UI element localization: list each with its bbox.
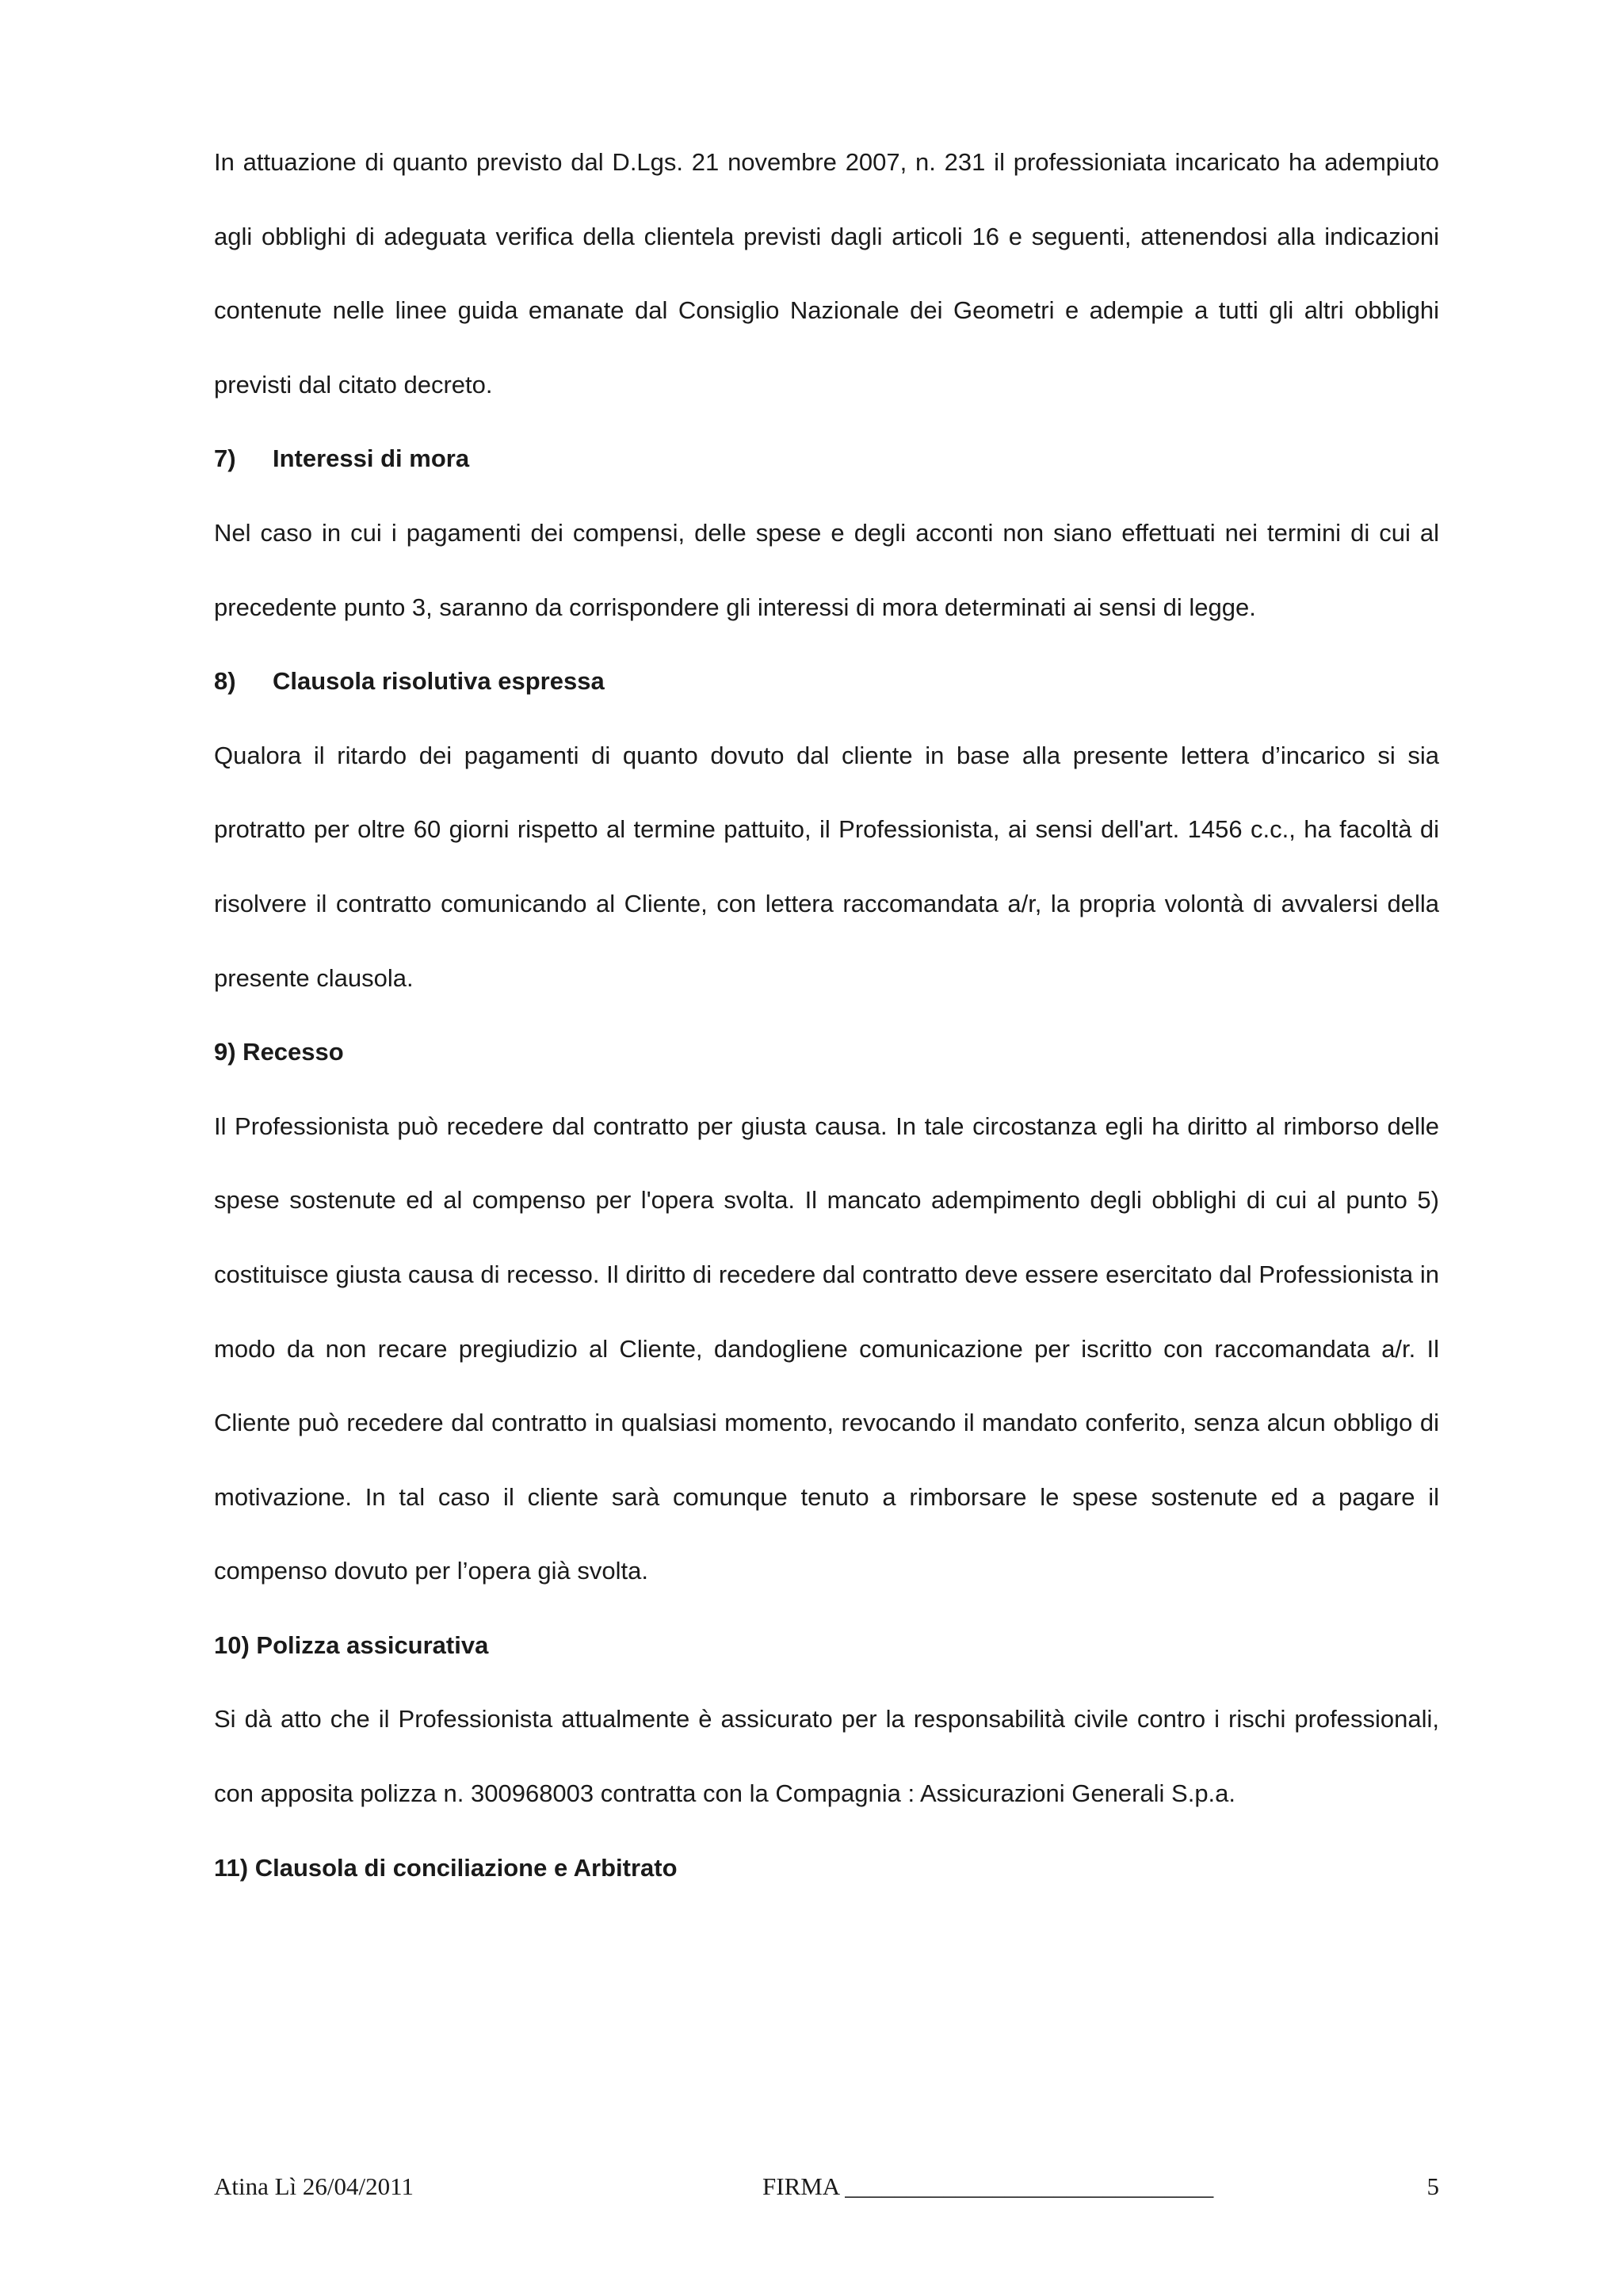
intro-paragraph: In attuazione di quanto previsto dal D.Lgs. 21 novembre 2007, n. 231 il professioniata incaricato ha adempiuto agli obblighi di adeguata verifica della clientela previsti dagli articoli 16 e seguenti, attenendosi alla indicazioni contenute nelle linee guida emanate dal Consiglio Nazionale dei Geometri e adempie a tutti gli altri obblighi previsti dal citato decreto. [214, 148, 1439, 399]
footer-signature-line: FIRMA ______________________________ [762, 2172, 1214, 2200]
page-number: 5 [1426, 2172, 1439, 2200]
section-7-paragraph: Nel caso in cui i pagamenti dei compensi, delle spese e degli acconti non siano effettuati nei termini di cui al precedente punto 3, saranno da corrispondere gli interessi di mora determinati ai sensi di legge. [214, 518, 1439, 621]
section-8-title: Clausola risolutiva espressa [273, 667, 605, 696]
document-body [214, 125, 1439, 1905]
section-8-number: 8) [214, 667, 236, 696]
section-7-heading [214, 421, 1439, 496]
footer-place-date: Atina Lì 26/04/2011 [214, 2172, 414, 2200]
page-footer [214, 2171, 1439, 2203]
section-7-title: Interessi di mora [273, 444, 470, 473]
section-11-heading: 11) Clausola di conciliazione e Arbitrato [214, 1853, 678, 1882]
section-9-heading: 9) Recesso [214, 1038, 344, 1066]
section-9-paragraph: Il Professionista può recedere dal contratto per giusta causa. In tale circostanza egli ha diritto al rimborso delle spese sostenute ed al compenso per l'opera svolta. Il mancato adempimento degli obblighi di cui al punto 5) costituisce giusta causa di recesso. Il diritto di recedere dal contratto deve essere esercitato dal Professionista in modo da non recare pregiudizio al Cliente, dandogliene comunicazione per iscritto con raccomandata a/r. Il Cliente può recedere dal contratto in qualsiasi momento, revocando il mandato conferito, senza alcun obbligo di motivazione. In tal caso il cliente sarà comunque tenuto a rimborsare le spese sostenute ed a pagare il compenso dovuto per l’opera già svolta. [214, 1112, 1439, 1585]
section-10-heading: 10) Polizza assicurativa [214, 1630, 489, 1659]
section-7-number: 7) [214, 444, 236, 473]
section-8-paragraph: Qualora il ritardo dei pagamenti di quanto dovuto dal cliente in base alla presente lettera d’incarico si sia protratto per oltre 60 giorni rispetto al termine pattuito, il Professionista, ai sensi dell'art. 1456 c.c., ha facoltà di risolvere il contratto comunicando al Cliente, con lettera raccomandata a/r, la propria volontà di avvalersi della presente clausola. [214, 741, 1439, 992]
section-10-paragraph: Si dà atto che il Professionista attualmente è assicurato per la responsabilità civile contro i rischi professionali, con apposita polizza n. 300968003 contratta con la Compagnia : Assicurazioni Generali S.p.a. [214, 1705, 1439, 1808]
section-8-heading [214, 644, 1439, 719]
